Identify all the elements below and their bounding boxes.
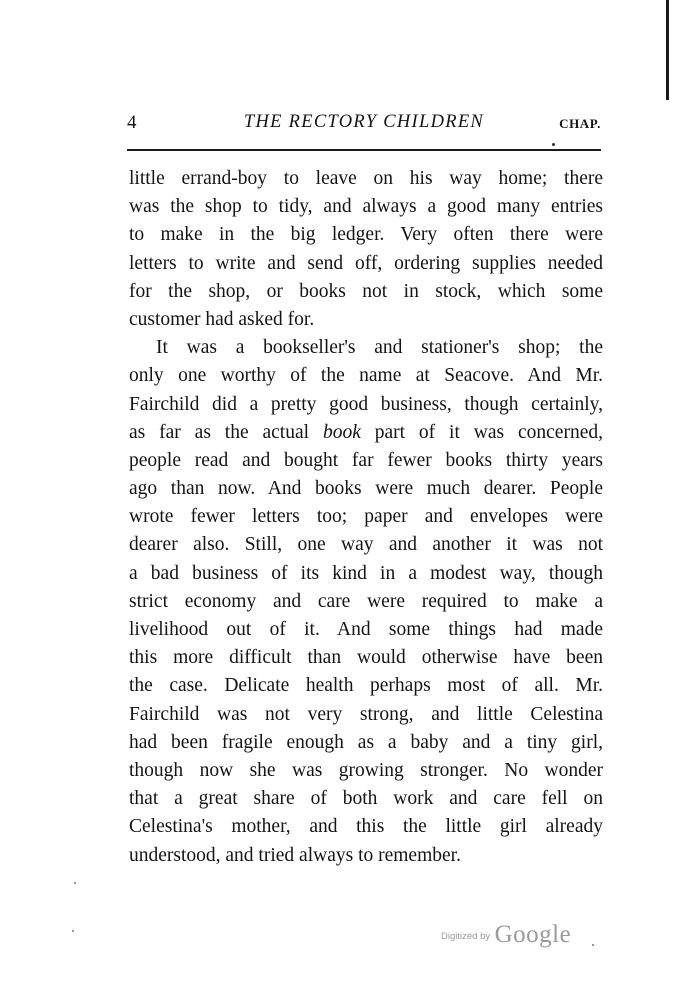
text-line: strict economy and care were required to make a [129,590,603,612]
text-line: a bad business of its kind in a modest way, though [129,562,603,584]
line-segment: part of it was concerned, [360,421,603,443]
text-line: for the shop, or books not in stock, which some [129,280,603,302]
text-line: the case. Delicate health perhaps most of all. Mr. [129,675,603,697]
text-line: this more difficult than would otherwise have been [129,647,603,669]
text-line: Celestina's mother, and this the little girl already [129,816,603,838]
text-line: had been fragile enough as a baby and a tiny girl, [129,731,603,753]
text-line: It was a bookseller's and stationer's shop; the [156,337,603,359]
text-line: to make in the big ledger. Very often there were [129,224,603,246]
text-line: understood, and tried always to remember. [129,844,461,866]
text-line: Fairchild was not very strong, and little Celestina [129,703,603,725]
text-line: dearer also. Still, one way and another it was not [129,534,603,556]
line-segment: as far as the actual [129,421,323,443]
paragraph [129,165,603,334]
text-line: that a great share of both work and care fell on [129,788,603,810]
paragraph [129,334,603,870]
text-line: Fairchild did a pretty good business, though certainly, [129,393,603,415]
italic-word: book [322,421,361,443]
text-line [129,419,603,447]
body-text [129,165,603,870]
text-line: little errand-boy to leave on his way home; there [129,168,603,189]
google-logo: Google [494,921,572,948]
ink-speck [592,944,594,946]
text-line: people read and bought far fewer books thirty years [129,449,603,471]
text-line: though now she was growing stronger. No wonder [129,759,603,781]
header-rule [127,149,601,151]
running-title: THE RECTORY CHILDREN [243,112,485,132]
scan-edge-bar [666,0,669,100]
text-line: ago than now. And books were much dearer. People [129,478,603,500]
text-line: was the shop to tidy, and always a good many entries [129,196,603,218]
text-line: only one worthy of the name at Seacove. And Mr. [129,365,603,387]
chapter-abbreviation: CHAP. [559,116,601,131]
text-line: wrote fewer letters too; paper and envelopes were [129,506,603,528]
ink-speck [74,882,76,884]
page-header [127,110,601,138]
watermark-prefix: Digitized by [441,931,491,942]
digitized-watermark [441,921,571,949]
text-line: letters to write and send off, ordering supplies needed [129,252,603,274]
ink-speck [552,143,555,146]
ink-speck [72,930,74,932]
text-line: customer had asked for. [129,308,315,330]
page-number: 4 [127,112,137,133]
text-line: livelihood out of it. And some things had made [129,619,603,640]
